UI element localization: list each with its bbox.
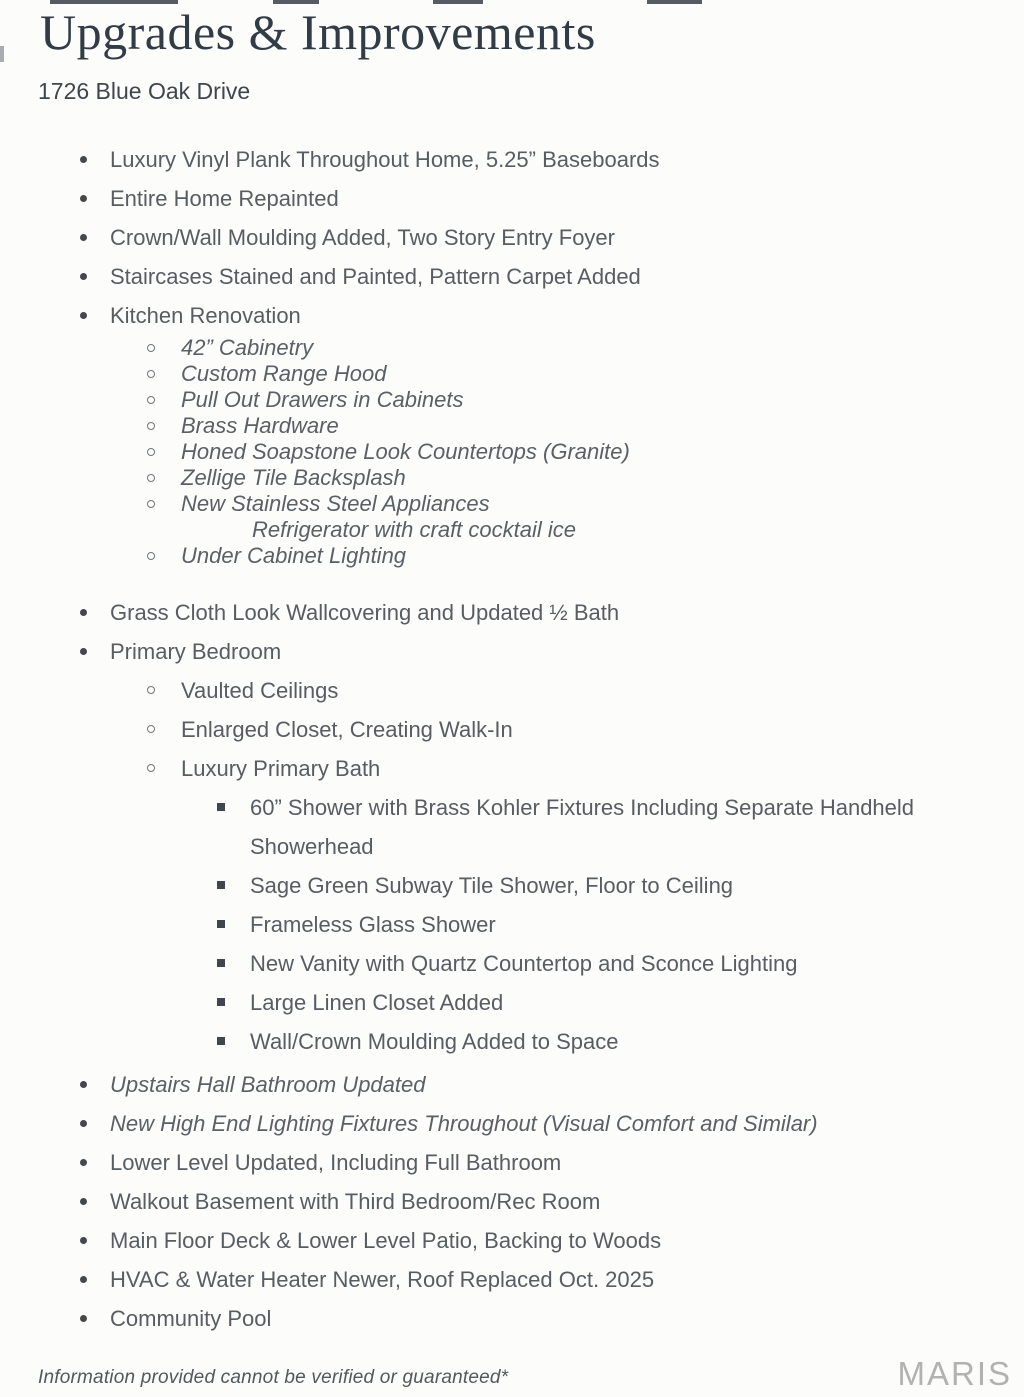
- bullet-dot-icon: [80, 1198, 87, 1205]
- list-item: [0, 257, 1024, 296]
- list-item-text: Luxury Primary Bath: [181, 756, 381, 781]
- bullet-dot-icon: [80, 1237, 87, 1244]
- bullet-circle-icon: [147, 474, 155, 482]
- list-item-text: New High End Lighting Fixtures Throughout (Visual Comfort and Similar): [110, 1111, 818, 1136]
- list-item-text: Primary Bedroom: [110, 639, 282, 664]
- list-item: [0, 1065, 1024, 1104]
- scan-artifact: [0, 46, 4, 62]
- bullet-dot-icon: [80, 1276, 87, 1283]
- list-item: [0, 710, 1024, 749]
- list-item: [0, 671, 1024, 710]
- bullet-circle-icon: [147, 686, 155, 694]
- bullet-dot-icon: [80, 273, 87, 280]
- bullet-dot-icon: [80, 234, 87, 241]
- list-item: [0, 387, 1024, 413]
- list-item: [0, 491, 1024, 517]
- bullet-square-icon: [217, 959, 225, 967]
- bullet-dot-icon: [80, 1315, 87, 1322]
- list-item: [0, 413, 1024, 439]
- list-item: [0, 1022, 1024, 1061]
- bullet-circle-icon: [147, 725, 155, 733]
- list-item: [0, 593, 1024, 632]
- bullet-dot-icon: [80, 1159, 87, 1166]
- list-item-text: 60” Shower with Brass Kohler Fixtures Including Separate Handheld Showerhead: [250, 795, 915, 859]
- bullet-circle-icon: [147, 344, 155, 352]
- bullet-circle-icon: [147, 422, 155, 430]
- list-item-text: Staircases Stained and Painted, Pattern Carpet Added: [110, 264, 641, 289]
- list-item-text: Walkout Basement with Third Bedroom/Rec Room: [110, 1189, 601, 1214]
- list-item: [0, 788, 1024, 866]
- list-item-text: Kitchen Renovation: [110, 303, 301, 328]
- bullet-dot-icon: [80, 312, 87, 319]
- list-item: [0, 905, 1024, 944]
- bullet-square-icon: [217, 998, 225, 1006]
- list-item-text: Grass Cloth Look Wallcovering and Updated ½ Bath: [110, 600, 620, 625]
- list-item: [0, 944, 1024, 983]
- list-item: [0, 983, 1024, 1022]
- list-item-text: New Stainless Steel Appliances: [181, 491, 490, 516]
- list-item: [0, 179, 1024, 218]
- list-item-text: Custom Range Hood: [181, 361, 387, 386]
- bullet-circle-icon: [147, 396, 155, 404]
- list-item: [0, 1221, 1024, 1260]
- list-item-text: Frameless Glass Shower: [250, 912, 496, 937]
- bullet-dot-icon: [80, 156, 87, 163]
- list-item-text: Enlarged Closet, Creating Walk-In: [181, 717, 513, 742]
- list-item-text: Pull Out Drawers in Cabinets: [181, 387, 464, 412]
- list-item: [0, 465, 1024, 491]
- list-item-text: Honed Soapstone Look Countertops (Granite): [181, 439, 630, 464]
- list-item: [0, 140, 1024, 179]
- property-address: 1726 Blue Oak Drive: [38, 78, 251, 104]
- bullet-circle-icon: [147, 448, 155, 456]
- list-item: [0, 866, 1024, 905]
- bullet-dot-icon: [80, 648, 87, 655]
- list-item-text: Main Floor Deck & Lower Level Patio, Backing to Woods: [110, 1228, 662, 1253]
- list-item-text: Under Cabinet Lighting: [181, 543, 407, 568]
- list-item-text: Upstairs Hall Bathroom Updated: [110, 1072, 426, 1097]
- bullet-square-icon: [217, 1037, 225, 1045]
- list-item-text: Luxury Vinyl Plank Throughout Home, 5.25” Baseboards: [110, 147, 660, 172]
- bullet-square-icon: [217, 803, 225, 811]
- list-item-text: Sage Green Subway Tile Shower, Floor to Ceiling: [250, 873, 734, 898]
- list-item-text: Brass Hardware: [181, 413, 339, 438]
- list-item: [0, 439, 1024, 465]
- list-item-text: 42” Cabinetry: [181, 335, 314, 360]
- bullet-circle-icon: [147, 370, 155, 378]
- list-item: [0, 1260, 1024, 1299]
- list-item: [0, 1143, 1024, 1182]
- scan-artifact: [647, 0, 702, 4]
- list-item-continuation: [0, 517, 1024, 543]
- bullet-dot-icon: [80, 195, 87, 202]
- list-item-text: HVAC & Water Heater Newer, Roof Replaced Oct. 2025: [110, 1267, 655, 1292]
- list-item: [0, 1299, 1024, 1338]
- list-item-text: Entire Home Repainted: [110, 186, 339, 211]
- bullet-circle-icon: [147, 500, 155, 508]
- list-item-text: Vaulted Ceilings: [181, 678, 339, 703]
- bullet-dot-icon: [80, 1120, 87, 1127]
- maris-logo: MARIS: [897, 1355, 1012, 1392]
- list-item: [0, 218, 1024, 257]
- list-item-text: Wall/Crown Moulding Added to Space: [250, 1029, 619, 1054]
- list-item: [0, 335, 1024, 361]
- bullet-dot-icon: [80, 1081, 87, 1088]
- bullet-dot-icon: [80, 609, 87, 616]
- list-item-text: Refrigerator with craft cocktail ice: [252, 517, 576, 542]
- list-item-text: New Vanity with Quartz Countertop and Sconce Lighting: [250, 951, 798, 976]
- bullet-circle-icon: [147, 552, 155, 560]
- list-item-text: Lower Level Updated, Including Full Bathroom: [110, 1150, 562, 1175]
- list-item: [0, 361, 1024, 387]
- list-item-text: Community Pool: [110, 1306, 272, 1331]
- list-item: [0, 749, 1024, 788]
- list-item-text: Large Linen Closet Added: [250, 990, 504, 1015]
- list-item: [0, 632, 1024, 671]
- bullet-square-icon: [217, 881, 225, 889]
- disclaimer-text: Information provided cannot be verified or guaranteed*: [38, 1367, 509, 1388]
- upgrades-list: [0, 140, 1024, 1338]
- bullet-circle-icon: [147, 764, 155, 772]
- list-item-text: Zellige Tile Backsplash: [181, 465, 406, 490]
- list-item: [0, 1182, 1024, 1221]
- list-item-text: Crown/Wall Moulding Added, Two Story Entry Foyer: [110, 225, 615, 250]
- bullet-square-icon: [217, 920, 225, 928]
- list-item: [0, 296, 1024, 335]
- list-item: [0, 543, 1024, 569]
- page-title: Upgrades & Improvements: [40, 4, 596, 60]
- list-item: [0, 1104, 1024, 1143]
